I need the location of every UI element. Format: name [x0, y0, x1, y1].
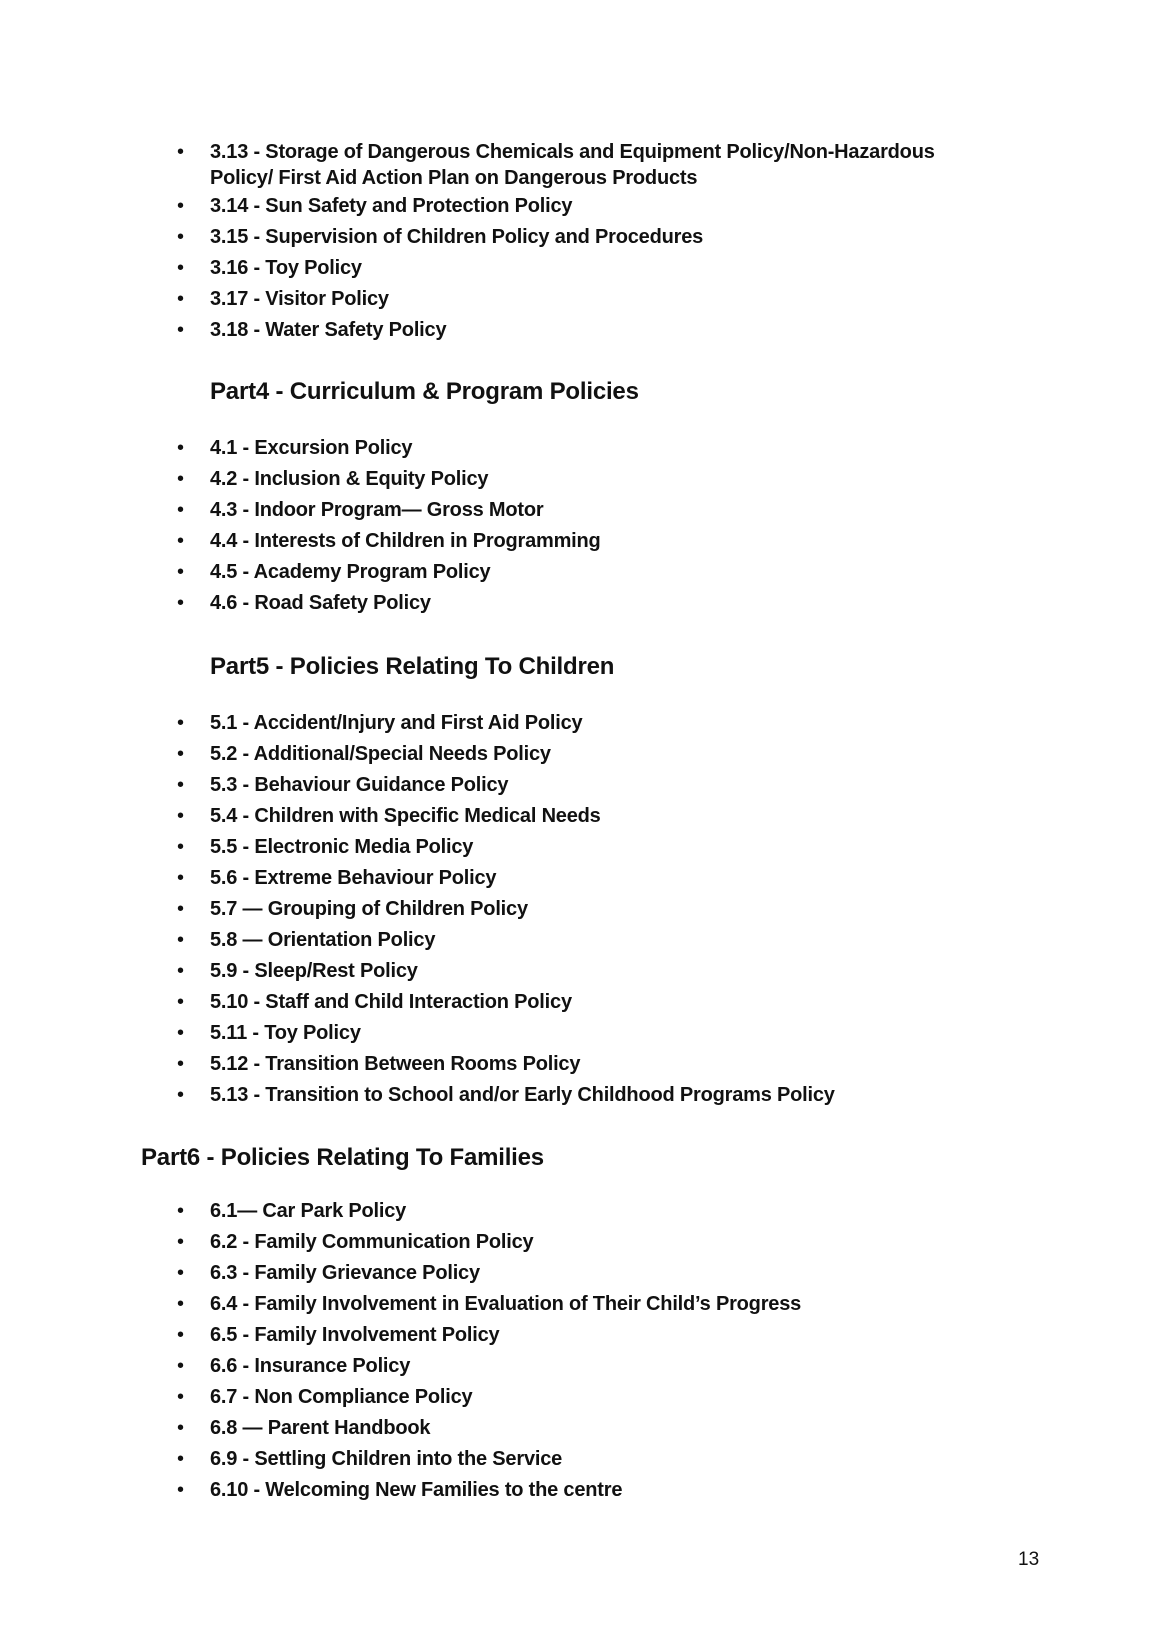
bullet-icon: •	[177, 437, 184, 459]
part6-section	[0, 1143, 1165, 1173]
bullet-icon: •	[177, 898, 184, 920]
list-item	[177, 1477, 1165, 1503]
list-item	[177, 255, 1165, 281]
bullet-icon: •	[177, 1448, 184, 1470]
bullet-icon: •	[177, 1479, 184, 1501]
list-item	[177, 834, 1165, 860]
list-item-text: 6.7 - Non Compliance Policy	[210, 1386, 473, 1408]
bullet-icon: •	[177, 1022, 184, 1044]
list-item	[177, 590, 1165, 616]
list-item	[177, 1415, 1165, 1441]
bullet-icon: •	[177, 561, 184, 583]
list-item	[177, 1051, 1165, 1077]
bullet-icon: •	[177, 1386, 184, 1408]
list-item-text: 5.10 - Staff and Child Interaction Policy	[210, 991, 572, 1013]
list-item	[177, 317, 1165, 343]
list-item	[177, 1198, 1165, 1224]
list-item-text: 3.17 - Visitor Policy	[210, 288, 389, 310]
bullet-icon: •	[177, 468, 184, 490]
list-item-text: 6.2 - Family Communication Policy	[210, 1231, 534, 1253]
list-item	[177, 1020, 1165, 1046]
list-item	[177, 1291, 1165, 1317]
bullet-icon: •	[177, 1231, 184, 1253]
list-item-text: 6.10 - Welcoming New Families to the centre	[210, 1479, 623, 1501]
list-item-text: 6.5 - Family Involvement Policy	[210, 1324, 500, 1346]
list-item-text: 4.1 - Excursion Policy	[210, 437, 413, 459]
part3-section	[0, 139, 1165, 348]
list-item-text: 5.6 - Extreme Behaviour Policy	[210, 867, 497, 889]
list-item-text: 3.13 - Storage of Dangerous Chemicals and Equipment Policy/Non-Hazardous Policy/ First Aid Action Plan on Dangerous Products	[210, 141, 935, 189]
bullet-icon: •	[177, 592, 184, 614]
part4-list-wrap	[0, 435, 1165, 621]
bullet-icon: •	[177, 319, 184, 341]
list-item	[177, 559, 1165, 585]
bullet-icon: •	[177, 195, 184, 217]
bullet-icon: •	[177, 257, 184, 279]
bullet-icon: •	[177, 1355, 184, 1377]
list-item-text: 4.5 - Academy Program Policy	[210, 561, 491, 583]
part4-section	[0, 377, 1165, 407]
list-item	[177, 1229, 1165, 1255]
list-item-text: 5.13 - Transition to School and/or Early Childhood Programs Policy	[210, 1084, 835, 1106]
list-item-text: 5.1 - Accident/Injury and First Aid Policy	[210, 712, 583, 734]
part5-list-wrap	[0, 710, 1165, 1113]
list-item-text: 5.5 - Electronic Media Policy	[210, 836, 474, 858]
list-item-text: 6.3 - Family Grievance Policy	[210, 1262, 480, 1284]
bullet-icon: •	[177, 226, 184, 248]
list-item	[177, 710, 1165, 736]
list-item-text: 4.3 - Indoor Program— Gross Motor	[210, 499, 544, 521]
bullet-icon: •	[177, 836, 184, 858]
list-item	[177, 772, 1165, 798]
part4-heading: Part4 - Curriculum & Program Policies	[210, 378, 639, 405]
bullet-icon: •	[177, 1053, 184, 1075]
bullet-icon: •	[177, 499, 184, 521]
part5-list	[177, 710, 1165, 1108]
list-item-text: 5.2 - Additional/Special Needs Policy	[210, 743, 551, 765]
list-item	[177, 193, 1165, 219]
part3-list	[177, 139, 1165, 343]
page-number: 13	[1018, 1549, 1040, 1570]
part5-section	[0, 652, 1165, 682]
list-item	[177, 896, 1165, 922]
list-item	[177, 139, 1165, 191]
bullet-icon: •	[177, 743, 184, 765]
list-item-text: 5.12 - Transition Between Rooms Policy	[210, 1053, 581, 1075]
list-item-text: 5.7 — Grouping of Children Policy	[210, 898, 528, 920]
bullet-icon: •	[177, 288, 184, 310]
list-item	[177, 741, 1165, 767]
bullet-icon: •	[177, 774, 184, 796]
list-item	[177, 803, 1165, 829]
list-item-text: 5.9 - Sleep/Rest Policy	[210, 960, 418, 982]
list-item-text: 3.16 - Toy Policy	[210, 257, 362, 279]
bullet-icon: •	[177, 867, 184, 889]
list-item	[177, 1353, 1165, 1379]
part6-heading: Part6 - Policies Relating To Families	[141, 1144, 544, 1171]
list-item	[177, 466, 1165, 492]
list-item	[177, 497, 1165, 523]
bullet-icon: •	[177, 1293, 184, 1315]
part6-list-wrap	[0, 1198, 1165, 1508]
bullet-icon: •	[177, 141, 184, 163]
list-item-text: 4.4 - Interests of Children in Programming	[210, 530, 601, 552]
part4-list	[177, 435, 1165, 616]
list-item	[177, 865, 1165, 891]
bullet-icon: •	[177, 960, 184, 982]
bullet-icon: •	[177, 1324, 184, 1346]
list-item-text: 3.14 - Sun Safety and Protection Policy	[210, 195, 573, 217]
list-item-text: 5.8 — Orientation Policy	[210, 929, 436, 951]
list-item-text: 6.4 - Family Involvement in Evaluation of Their Child’s Progress	[210, 1293, 802, 1315]
list-item-text: 6.1— Car Park Policy	[210, 1200, 407, 1222]
list-item-text: 6.8 — Parent Handbook	[210, 1417, 431, 1439]
bullet-icon: •	[177, 1262, 184, 1284]
list-item	[177, 1322, 1165, 1348]
list-item-text: 5.4 - Children with Specific Medical Needs	[210, 805, 601, 827]
list-item-text: 5.3 - Behaviour Guidance Policy	[210, 774, 509, 796]
list-item	[177, 1260, 1165, 1286]
list-item	[177, 528, 1165, 554]
list-item-text: 5.11 - Toy Policy	[210, 1022, 361, 1044]
list-item-text: 3.15 - Supervision of Children Policy and Procedures	[210, 226, 704, 248]
bullet-icon: •	[177, 1417, 184, 1439]
list-item-text: 4.2 - Inclusion & Equity Policy	[210, 468, 489, 490]
list-item	[177, 435, 1165, 461]
list-item	[177, 989, 1165, 1015]
list-item	[177, 927, 1165, 953]
part6-list	[177, 1198, 1165, 1503]
list-item	[177, 958, 1165, 984]
list-item-text: 6.6 - Insurance Policy	[210, 1355, 411, 1377]
bullet-icon: •	[177, 991, 184, 1013]
list-item-text: 3.18 - Water Safety Policy	[210, 319, 447, 341]
bullet-icon: •	[177, 530, 184, 552]
list-item	[177, 224, 1165, 250]
list-item-text: 4.6 - Road Safety Policy	[210, 592, 431, 614]
bullet-icon: •	[177, 1200, 184, 1222]
bullet-icon: •	[177, 712, 184, 734]
bullet-icon: •	[177, 805, 184, 827]
list-item-text: 6.9 - Settling Children into the Service	[210, 1448, 563, 1470]
part5-heading: Part5 - Policies Relating To Children	[210, 653, 615, 680]
bullet-icon: •	[177, 1084, 184, 1106]
list-item	[177, 1082, 1165, 1108]
list-item	[177, 1446, 1165, 1472]
bullet-icon: •	[177, 929, 184, 951]
list-item	[177, 286, 1165, 312]
list-item	[177, 1384, 1165, 1410]
